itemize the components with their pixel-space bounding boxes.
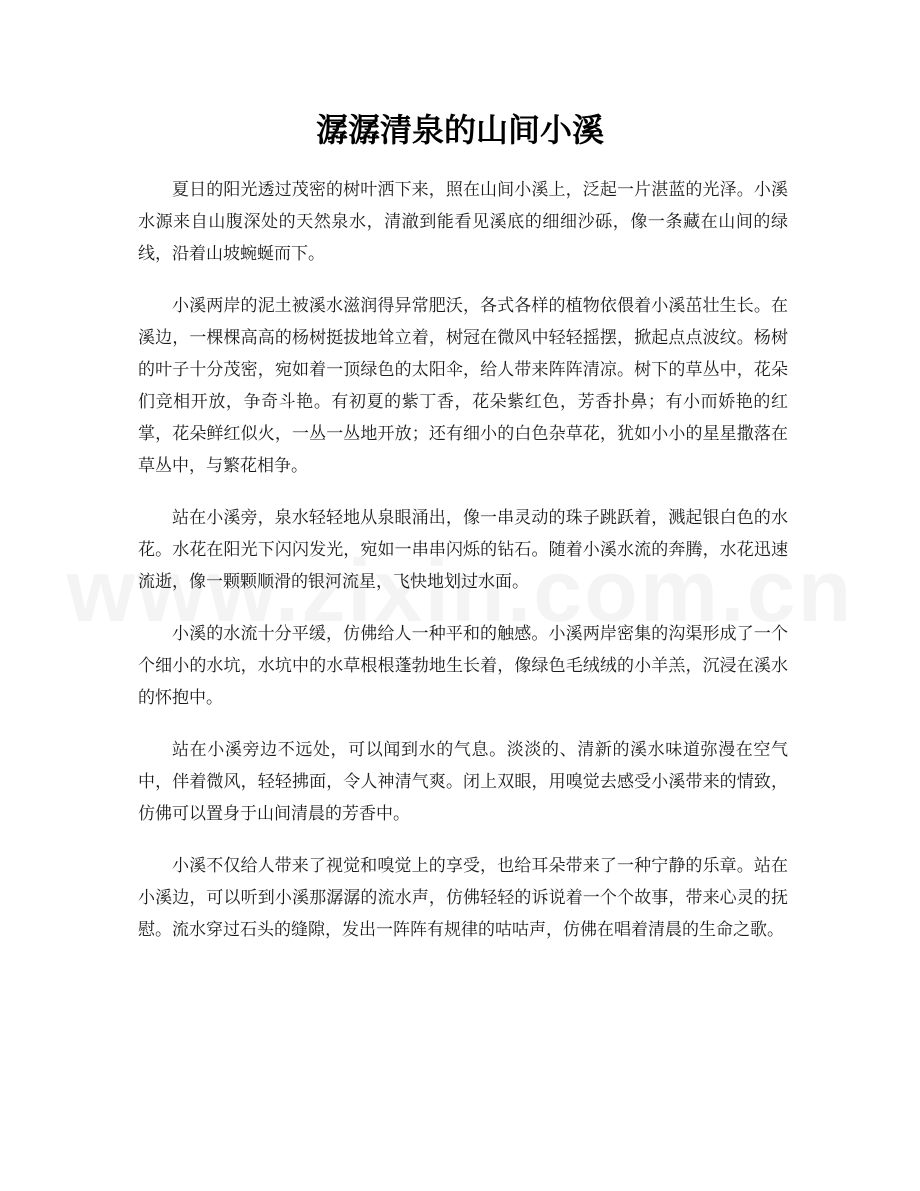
paragraph: 站在小溪旁，泉水轻轻地从泉眼涌出，像一串灵动的珠子跳跃着，溅起银白色的水花。水花在阳光下闪闪发光，宛如一串串闪烁的钻石。随着小溪水流的奔腾，水花迅速流逝，像一颗颗顺滑的银河流星，飞快地划过水面。 — [138, 508, 788, 592]
page-title: 潺潺清泉的山间小溪 — [315, 111, 604, 149]
paragraph: 小溪的水流十分平缓，仿佛给人一种平和的触感。小溪两岸密集的沟渠形成了一个个细小的水坑，水坑中的水草根根蓬勃地生长着，像绿色毛绒绒的小羊羔，沉浸在溪水的怀抱中。 — [138, 624, 788, 708]
document-body — [138, 174, 788, 966]
paragraph: 站在小溪旁边不远处，可以闻到水的气息。淡淡的、清新的溪水味道弥漫在空气中，伴着微风，轻轻拂面，令人神清气爽。闭上双眼，用嗅觉去感受小溪带来的情致，仿佛可以置身于山间清晨的芳香中。 — [138, 740, 788, 824]
paragraph: 小溪不仅给人带来了视觉和嗅觉上的享受，也给耳朵带来了一种宁静的乐章。站在小溪边，可以听到小溪那潺潺的流水声，仿佛轻轻的诉说着一个个故事，带来心灵的抚慰。流水穿过石头的缝隙，发出一阵阵有规律的咕咕声，仿佛在唱着清晨的生命之歌。 — [138, 856, 788, 940]
paragraph: 小溪两岸的泥土被溪水滋润得异常肥沃，各式各样的植物依偎着小溪茁壮生长。在溪边，一棵棵高高的杨树挺拔地耸立着，树冠在微风中轻轻摇摆，掀起点点波纹。杨树的叶子十分茂密，宛如着一顶绿色的太阳伞，给人带来阵阵清凉。树下的草丛中，花朵们竞相开放，争奇斗艳。有初夏的紫丁香，花朵紫红色，芳香扑鼻；有小而娇艳的红掌，花朵鲜红似火，一丛一丛地开放；还有细小的白色杂草花，犹如小小的星星撒落在草丛中，与繁花相争。 — [138, 296, 788, 476]
paragraph: 夏日的阳光透过茂密的树叶洒下来，照在山间小溪上，泛起一片湛蓝的光泽。小溪水源来自山腹深处的天然泉水，清澈到能看见溪底的细细沙砾，像一条藏在山间的绿线，沿着山坡蜿蜒而下。 — [138, 180, 788, 264]
